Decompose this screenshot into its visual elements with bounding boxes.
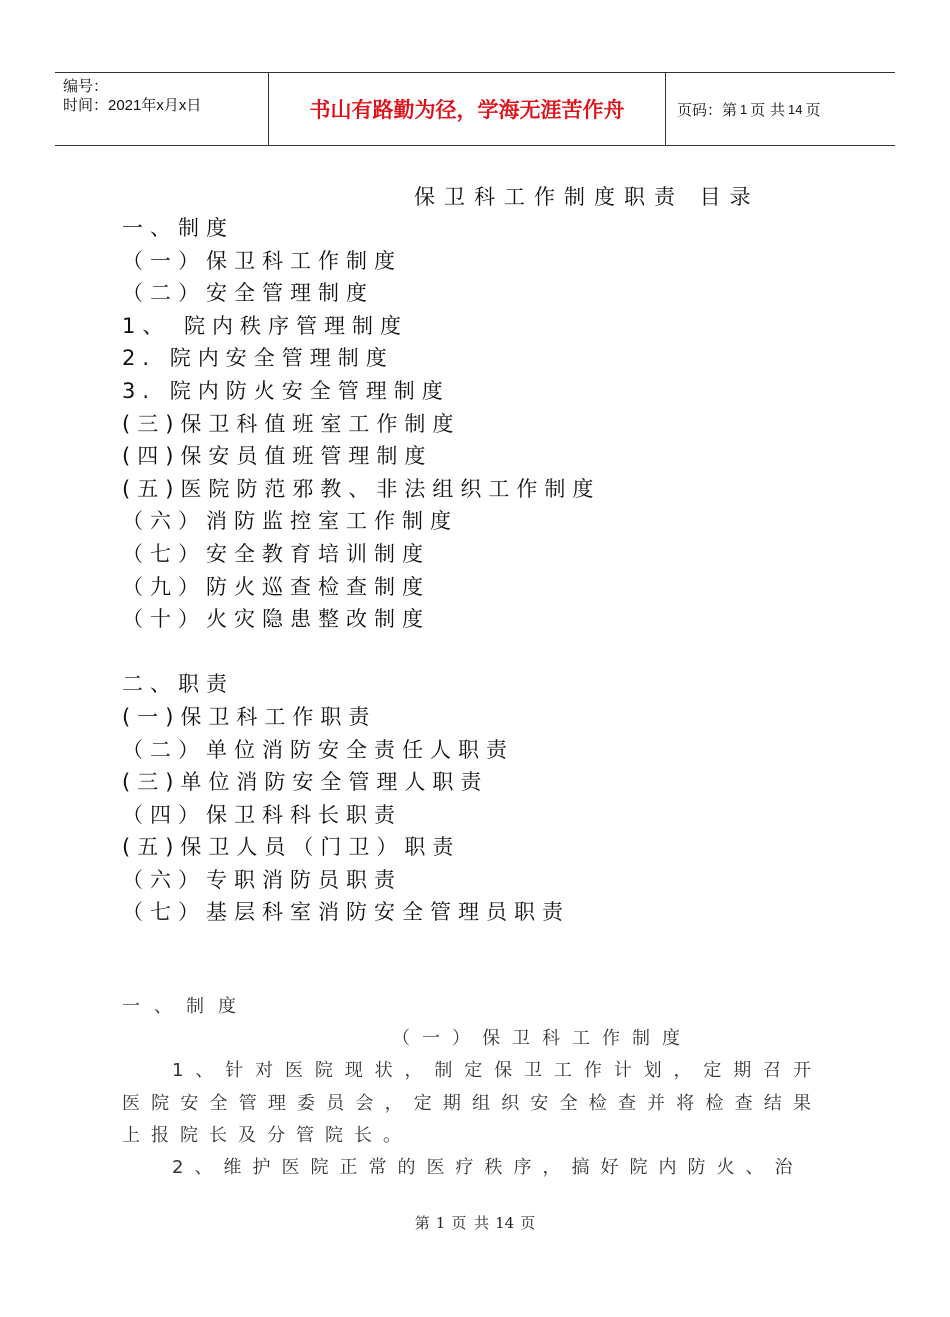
toc-item: （六）消防监控室工作制度 — [122, 509, 458, 534]
page-header — [55, 72, 895, 146]
footer-prefix: 第 — [414, 1214, 430, 1232]
toc-item: （七）基层科室消防安全管理员职责 — [122, 900, 570, 925]
body-paragraph: 1、针对医院现状，制定保卫工作计划，定期召开医院安全管理委员会，定期组织安全检查并将检查结果上报院长及分管院长。 — [122, 1060, 822, 1146]
toc-item: 一、制度 — [122, 216, 234, 240]
page-current: 1 — [740, 101, 748, 117]
toc-item: （一）保卫科工作制度 — [122, 248, 402, 273]
header-motto: 书山有路勤为径，学海无涯苦作舟 — [309, 98, 625, 122]
footer-mid: 页 共 — [451, 1214, 490, 1232]
document-number-label: 编号： — [63, 78, 109, 95]
toc-item: (三)保卫科值班室工作制度 — [122, 411, 461, 436]
footer-total: 14 — [495, 1214, 515, 1232]
toc-item — [122, 636, 600, 669]
toc-item: （四）保卫科科长职责 — [122, 802, 402, 827]
toc-item: (四)保安员值班管理制度 — [122, 444, 433, 469]
toc-item: (五)保卫人员（门卫）职责 — [122, 835, 461, 860]
page-total: 14 — [788, 101, 803, 117]
toc-item: （十）火灾隐患整改制度 — [122, 607, 430, 632]
toc-item: 二、职责 — [122, 672, 234, 697]
toc-item: （六）专职消防员职责 — [122, 867, 402, 892]
page-suffix: 页 — [805, 100, 821, 119]
toc-title: 保卫科工作制度职责 目录 — [414, 185, 760, 209]
toc-list — [122, 212, 600, 929]
header-divider — [665, 73, 666, 145]
page-prefix: 页码：第 — [677, 100, 738, 119]
footer-suffix: 页 — [520, 1214, 536, 1232]
toc-item: (三)单位消防安全管理人职责 — [122, 770, 489, 795]
header-page-indicator — [677, 73, 821, 145]
body-paragraph: 2、维护医院正常的医疗秩序，搞好院内防火、治 — [172, 1157, 804, 1178]
toc-item: 2. 院内安全管理制度 — [122, 346, 394, 371]
toc-item: 3. 院内防火安全管理制度 — [122, 378, 450, 403]
toc-item: （九）防火巡查检查制度 — [122, 574, 430, 599]
toc-item: （二）安全管理制度 — [122, 281, 374, 306]
toc-item: 1、 院内秩序管理制度 — [122, 313, 409, 338]
document-time-label: 时间：2021年x月x日 — [63, 97, 202, 114]
footer-current: 1 — [435, 1214, 446, 1232]
toc-item: (五)医院防范邪教、非法组织工作制度 — [122, 476, 601, 501]
page-mid: 页 共 — [750, 100, 786, 119]
toc-item: （二）单位消防安全责任人职责 — [122, 737, 514, 762]
toc-item: （七）安全教育培训制度 — [122, 541, 430, 566]
toc-item: (一)保卫科工作职责 — [122, 704, 377, 729]
subsection-title: （一）保卫科工作制度 — [392, 1028, 692, 1049]
section-label: 一、制度 — [122, 996, 250, 1017]
header-meta — [63, 77, 268, 141]
page-footer — [0, 1212, 950, 1233]
